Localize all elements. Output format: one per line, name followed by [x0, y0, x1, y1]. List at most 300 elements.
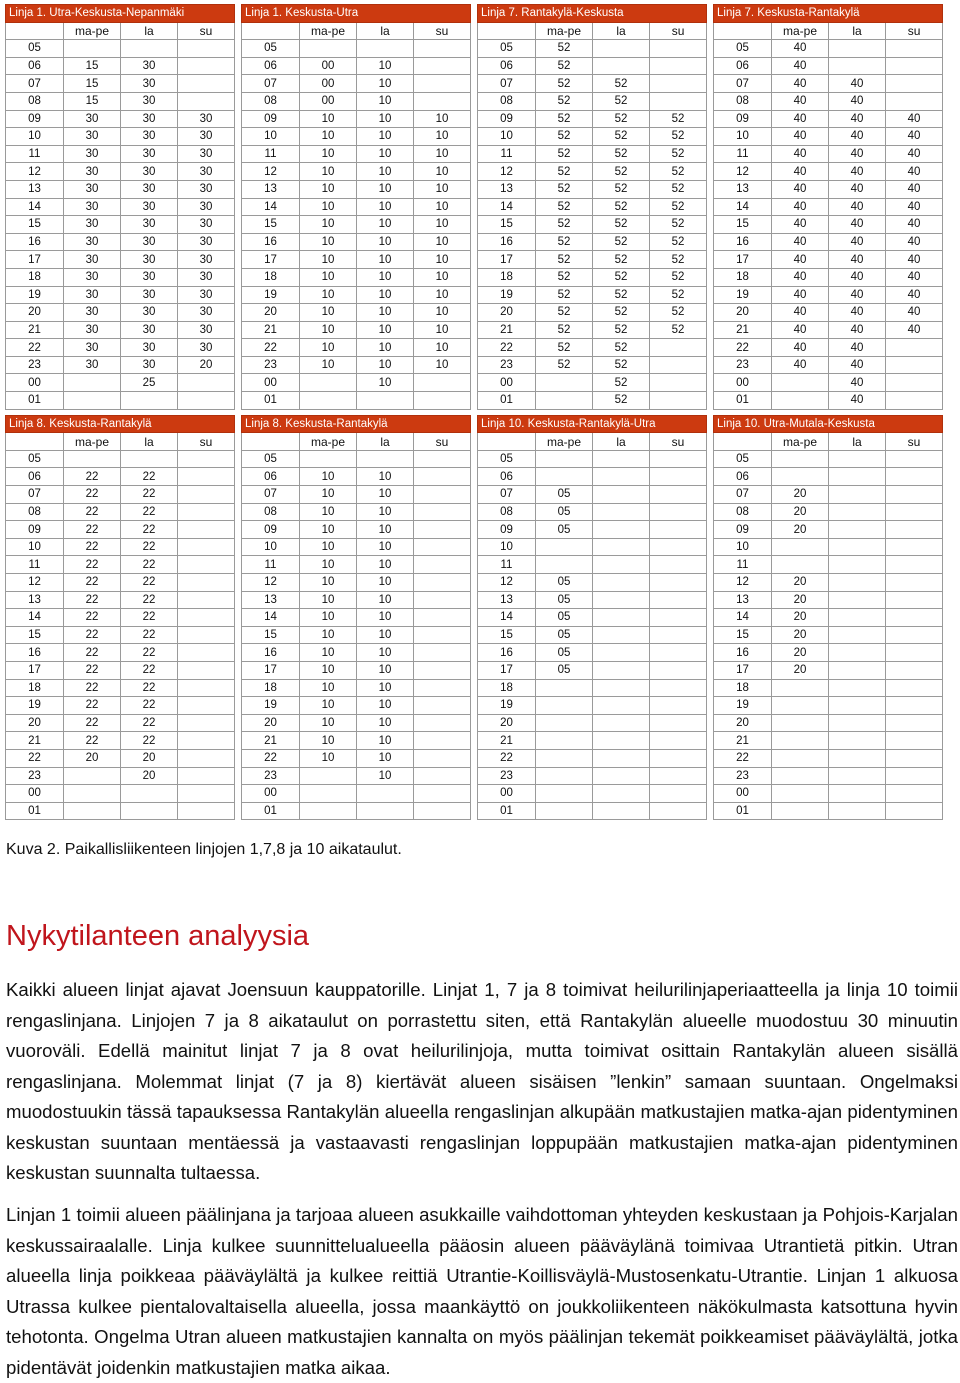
hour-cell: 23 — [242, 356, 300, 374]
minute-cell: 52 — [536, 110, 593, 128]
hour-cell: 05 — [478, 40, 536, 58]
minute-cell: 20 — [772, 521, 829, 539]
hour-cell: 01 — [6, 802, 64, 820]
minute-cell: 52 — [593, 163, 650, 181]
minute-cell: 30 — [121, 286, 178, 304]
hour-cell: 17 — [478, 661, 536, 679]
hour-cell: 20 — [6, 304, 64, 322]
minute-cell: 22 — [121, 574, 178, 592]
minute-cell: 40 — [772, 92, 829, 110]
minute-cell: 10 — [300, 521, 357, 539]
minute-cell — [593, 538, 650, 556]
minute-cell — [414, 591, 471, 609]
minute-cell — [650, 661, 707, 679]
minute-cell: 40 — [886, 180, 943, 198]
table-row — [6, 57, 235, 75]
minute-cell: 40 — [829, 374, 886, 392]
minute-cell — [650, 644, 707, 662]
minute-cell — [886, 609, 943, 627]
table-row — [6, 110, 235, 128]
minute-cell — [178, 538, 235, 556]
hour-cell: 22 — [478, 339, 536, 357]
table-row — [242, 163, 471, 181]
minute-cell — [536, 732, 593, 750]
hour-cell: 07 — [478, 486, 536, 504]
minute-cell — [121, 392, 178, 410]
minute-cell: 52 — [593, 321, 650, 339]
minute-cell — [64, 785, 121, 803]
minute-cell: 05 — [536, 626, 593, 644]
minute-cell: 10 — [357, 198, 414, 216]
table-row — [714, 268, 943, 286]
table-row — [714, 110, 943, 128]
minute-cell: 52 — [593, 92, 650, 110]
minute-cell: 10 — [357, 468, 414, 486]
minute-cell: 40 — [772, 75, 829, 93]
hour-cell: 23 — [714, 356, 772, 374]
table-row — [478, 321, 707, 339]
hour-cell: 14 — [478, 198, 536, 216]
minute-cell — [178, 486, 235, 504]
table-row — [478, 661, 707, 679]
table-row — [478, 591, 707, 609]
table-row — [714, 321, 943, 339]
minute-cell: 30 — [64, 321, 121, 339]
minute-cell: 10 — [300, 486, 357, 504]
minute-cell: 30 — [178, 128, 235, 146]
minute-cell: 40 — [772, 180, 829, 198]
table-row — [478, 626, 707, 644]
figure-caption: Kuva 2. Paikallisliikenteen linjojen 1,7,8 ja 10 aikataulut. — [6, 841, 402, 858]
minute-cell: 22 — [64, 697, 121, 715]
minute-cell: 10 — [300, 216, 357, 234]
minute-cell: 10 — [357, 591, 414, 609]
minute-cell: 10 — [300, 321, 357, 339]
minute-cell: 52 — [650, 145, 707, 163]
hour-cell: 13 — [242, 591, 300, 609]
minute-cell: 10 — [414, 268, 471, 286]
table-row — [242, 145, 471, 163]
minute-cell: 40 — [886, 216, 943, 234]
column-header: la — [593, 433, 650, 451]
minute-cell: 10 — [300, 304, 357, 322]
minute-cell — [64, 40, 121, 58]
minute-cell — [650, 714, 707, 732]
minute-cell — [829, 40, 886, 58]
minute-cell — [829, 486, 886, 504]
minute-cell — [650, 75, 707, 93]
minute-cell — [650, 339, 707, 357]
minute-cell — [414, 503, 471, 521]
minute-cell — [536, 767, 593, 785]
hour-cell: 12 — [6, 163, 64, 181]
table-row — [242, 679, 471, 697]
table-row — [6, 591, 235, 609]
minute-cell: 20 — [772, 503, 829, 521]
minute-cell: 22 — [121, 503, 178, 521]
hour-cell: 16 — [242, 233, 300, 251]
minute-cell: 40 — [772, 304, 829, 322]
minute-cell: 52 — [650, 180, 707, 198]
table-row — [6, 92, 235, 110]
minute-cell: 10 — [300, 286, 357, 304]
minute-cell: 10 — [414, 198, 471, 216]
minute-cell: 15 — [64, 57, 121, 75]
table-row — [478, 198, 707, 216]
hour-cell: 16 — [242, 644, 300, 662]
timetable-title: Linja 10. Utra-Mutala-Keskusta — [714, 415, 943, 433]
minute-cell — [414, 574, 471, 592]
hour-cell: 20 — [714, 714, 772, 732]
minute-cell — [593, 749, 650, 767]
minute-cell: 22 — [64, 556, 121, 574]
minute-cell: 52 — [650, 268, 707, 286]
minute-cell — [829, 538, 886, 556]
hour-cell: 20 — [714, 304, 772, 322]
minute-cell — [414, 732, 471, 750]
minute-cell: 10 — [300, 749, 357, 767]
section-heading: Nykytilanteen analyysia — [6, 920, 310, 952]
hour-cell: 15 — [242, 216, 300, 234]
hour-cell: 10 — [6, 128, 64, 146]
minute-cell — [300, 40, 357, 58]
timetable-2 — [241, 4, 471, 410]
minute-cell — [829, 574, 886, 592]
minute-cell — [829, 450, 886, 468]
minute-cell — [178, 732, 235, 750]
hour-cell: 17 — [6, 251, 64, 269]
table-row — [6, 40, 235, 58]
table-row — [6, 679, 235, 697]
hour-cell: 10 — [714, 128, 772, 146]
minute-cell: 30 — [178, 110, 235, 128]
hour-cell: 01 — [6, 392, 64, 410]
minute-cell — [414, 767, 471, 785]
minute-cell: 10 — [357, 767, 414, 785]
minute-cell: 10 — [300, 356, 357, 374]
minute-cell — [178, 609, 235, 627]
minute-cell — [886, 374, 943, 392]
hour-cell: 06 — [242, 468, 300, 486]
timetable-row-top — [5, 4, 935, 410]
minute-cell — [178, 714, 235, 732]
table-row — [714, 198, 943, 216]
timetable-title: Linja 1. Keskusta-Utra — [242, 5, 471, 23]
minute-cell: 52 — [593, 286, 650, 304]
table-row — [6, 521, 235, 539]
hour-cell: 11 — [478, 145, 536, 163]
minute-cell: 40 — [886, 145, 943, 163]
minute-cell: 10 — [300, 538, 357, 556]
hour-cell: 12 — [714, 574, 772, 592]
column-header — [714, 22, 772, 40]
minute-cell — [414, 802, 471, 820]
hour-cell: 10 — [6, 538, 64, 556]
minute-cell — [650, 574, 707, 592]
minute-cell — [414, 538, 471, 556]
minute-cell — [650, 374, 707, 392]
minute-cell: 40 — [886, 163, 943, 181]
minute-cell: 52 — [593, 268, 650, 286]
minute-cell — [650, 57, 707, 75]
table-row — [6, 392, 235, 410]
minute-cell: 30 — [121, 128, 178, 146]
hour-cell: 15 — [242, 626, 300, 644]
hour-cell: 18 — [714, 268, 772, 286]
minute-cell: 52 — [536, 304, 593, 322]
minute-cell — [650, 679, 707, 697]
minute-cell: 52 — [536, 92, 593, 110]
column-header: su — [178, 433, 235, 451]
table-row — [714, 163, 943, 181]
minute-cell — [178, 697, 235, 715]
column-header: su — [414, 22, 471, 40]
table-row — [714, 767, 943, 785]
minute-cell — [121, 450, 178, 468]
hour-cell: 19 — [242, 697, 300, 715]
table-row — [242, 110, 471, 128]
table-row — [714, 450, 943, 468]
minute-cell: 10 — [300, 591, 357, 609]
minute-cell — [178, 40, 235, 58]
minute-cell — [357, 40, 414, 58]
hour-cell: 10 — [242, 538, 300, 556]
minute-cell: 10 — [414, 145, 471, 163]
minute-cell: 30 — [64, 268, 121, 286]
table-row — [714, 591, 943, 609]
table-row — [6, 556, 235, 574]
timetable-5 — [5, 415, 235, 821]
table-row — [242, 92, 471, 110]
minute-cell: 10 — [357, 374, 414, 392]
minute-cell: 40 — [829, 128, 886, 146]
hour-cell: 22 — [6, 339, 64, 357]
minute-cell: 22 — [64, 714, 121, 732]
minute-cell: 52 — [650, 128, 707, 146]
hour-cell: 05 — [714, 450, 772, 468]
minute-cell: 10 — [300, 574, 357, 592]
minute-cell: 20 — [772, 644, 829, 662]
minute-cell — [593, 679, 650, 697]
hour-cell: 11 — [714, 556, 772, 574]
minute-cell: 10 — [300, 468, 357, 486]
table-row — [478, 75, 707, 93]
minute-cell: 40 — [829, 339, 886, 357]
minute-cell — [593, 468, 650, 486]
minute-cell — [593, 732, 650, 750]
table-row — [478, 163, 707, 181]
minute-cell: 52 — [593, 110, 650, 128]
minute-cell: 40 — [772, 233, 829, 251]
minute-cell: 30 — [121, 268, 178, 286]
table-row — [242, 785, 471, 803]
minute-cell — [178, 450, 235, 468]
column-header: ma-pe — [536, 22, 593, 40]
minute-cell — [829, 802, 886, 820]
minute-cell: 10 — [300, 251, 357, 269]
table-row — [714, 574, 943, 592]
hour-cell: 19 — [242, 286, 300, 304]
minute-cell: 40 — [886, 110, 943, 128]
hour-cell: 11 — [714, 145, 772, 163]
hour-cell: 00 — [478, 374, 536, 392]
hour-cell: 09 — [6, 521, 64, 539]
minute-cell: 30 — [178, 145, 235, 163]
minute-cell: 10 — [414, 110, 471, 128]
hour-cell: 12 — [6, 574, 64, 592]
minute-cell — [300, 374, 357, 392]
minute-cell: 30 — [64, 304, 121, 322]
minute-cell — [593, 626, 650, 644]
hour-cell: 22 — [242, 339, 300, 357]
minute-cell: 40 — [829, 286, 886, 304]
minute-cell: 40 — [829, 75, 886, 93]
table-row — [478, 304, 707, 322]
minute-cell — [593, 661, 650, 679]
hour-cell: 17 — [242, 661, 300, 679]
timetable-title: Linja 1. Utra-Keskusta-Nepanmäki — [6, 5, 235, 23]
hour-cell: 07 — [478, 75, 536, 93]
timetable-header-row — [714, 433, 943, 451]
minute-cell — [64, 767, 121, 785]
table-row — [478, 339, 707, 357]
table-row — [6, 321, 235, 339]
hour-cell: 13 — [478, 591, 536, 609]
minute-cell: 30 — [178, 286, 235, 304]
table-row — [478, 251, 707, 269]
table-row — [6, 503, 235, 521]
minute-cell: 22 — [121, 644, 178, 662]
minute-cell: 22 — [121, 556, 178, 574]
timetable-header-row — [6, 433, 235, 451]
minute-cell: 10 — [357, 57, 414, 75]
minute-cell: 52 — [593, 392, 650, 410]
minute-cell — [64, 802, 121, 820]
minute-cell: 30 — [121, 57, 178, 75]
hour-cell: 01 — [242, 802, 300, 820]
minute-cell: 52 — [536, 216, 593, 234]
hour-cell: 06 — [6, 57, 64, 75]
table-row — [6, 785, 235, 803]
minute-cell — [178, 574, 235, 592]
minute-cell — [886, 556, 943, 574]
minute-cell: 40 — [829, 180, 886, 198]
hour-cell: 05 — [478, 450, 536, 468]
minute-cell: 52 — [593, 216, 650, 234]
minute-cell — [650, 521, 707, 539]
hour-cell: 15 — [6, 626, 64, 644]
minute-cell: 10 — [357, 339, 414, 357]
table-row — [6, 198, 235, 216]
minute-cell: 15 — [64, 75, 121, 93]
table-row — [714, 145, 943, 163]
minute-cell: 40 — [772, 57, 829, 75]
minute-cell: 40 — [772, 268, 829, 286]
minute-cell — [178, 92, 235, 110]
minute-cell: 30 — [121, 180, 178, 198]
table-row — [6, 286, 235, 304]
timetable-title: Linja 7. Rantakylä-Keskusta — [478, 5, 707, 23]
minute-cell: 10 — [300, 503, 357, 521]
minute-cell: 40 — [829, 198, 886, 216]
hour-cell: 06 — [242, 57, 300, 75]
paragraph-1: Kaikki alueen linjat ajavat Joensuun kauppatorille. Linjat 1, 7 ja 8 toimivat heilurilinjaperiaatteella ja linja 10 toimii rengaslinjana. Linjojen 7 ja 8 aikataulut on porrastettu siten, että Rantakylän alueelle muodostuu 30 minuutin vuoroväli. Edellä mainitut linjat 7 ja 8 ovat heilurilinjoja, mutta toimivat osittain Rantakylän alueen sisällä rengaslinjana. Molemmat linjat (7 ja 8) kiertävät alueen sisäisen ”lenkin” samaan suuntaan. Ongelmaksi muodostuukin tässä tapauksessa Rantakylän alueella rengaslinjan alkupään matkustajien matka-ajan pidentyminen keskustan suuntaan mentäessä ja vastaavasti rengaslinjan loppupään matkustajien matka-ajan pidentyminen keskustan suunnalta tultaessa. — [6, 979, 958, 1183]
minute-cell: 40 — [829, 268, 886, 286]
minute-cell — [886, 521, 943, 539]
table-row — [242, 233, 471, 251]
minute-cell: 22 — [121, 661, 178, 679]
table-row — [478, 374, 707, 392]
table-row — [6, 356, 235, 374]
minute-cell: 10 — [357, 216, 414, 234]
hour-cell: 11 — [242, 556, 300, 574]
minute-cell — [178, 661, 235, 679]
table-row — [6, 268, 235, 286]
table-row — [714, 180, 943, 198]
hour-cell: 15 — [478, 626, 536, 644]
minute-cell — [886, 92, 943, 110]
minute-cell — [772, 802, 829, 820]
table-row — [714, 802, 943, 820]
minute-cell: 30 — [121, 92, 178, 110]
hour-cell: 08 — [6, 503, 64, 521]
hour-cell: 16 — [6, 233, 64, 251]
minute-cell — [772, 679, 829, 697]
minute-cell — [886, 339, 943, 357]
minute-cell: 10 — [300, 609, 357, 627]
minute-cell: 52 — [593, 374, 650, 392]
table-row — [242, 714, 471, 732]
column-header: la — [121, 433, 178, 451]
minute-cell — [178, 75, 235, 93]
hour-cell: 14 — [6, 609, 64, 627]
minute-cell — [772, 468, 829, 486]
table-row — [714, 732, 943, 750]
minute-cell: 10 — [357, 749, 414, 767]
hour-cell: 06 — [478, 57, 536, 75]
minute-cell — [178, 591, 235, 609]
hour-cell: 16 — [6, 644, 64, 662]
column-header: su — [650, 433, 707, 451]
minute-cell: 30 — [121, 233, 178, 251]
minute-cell — [772, 697, 829, 715]
minute-cell: 30 — [121, 251, 178, 269]
minute-cell — [178, 626, 235, 644]
hour-cell: 08 — [714, 503, 772, 521]
hour-cell: 12 — [478, 163, 536, 181]
hour-cell: 00 — [6, 785, 64, 803]
minute-cell — [829, 732, 886, 750]
minute-cell — [536, 697, 593, 715]
minute-cell: 22 — [64, 468, 121, 486]
minute-cell: 40 — [829, 356, 886, 374]
minute-cell: 30 — [64, 251, 121, 269]
table-row — [242, 802, 471, 820]
minute-cell: 40 — [772, 145, 829, 163]
hour-cell: 00 — [6, 374, 64, 392]
minute-cell — [414, 75, 471, 93]
minute-cell — [650, 749, 707, 767]
hour-cell: 18 — [6, 679, 64, 697]
minute-cell — [178, 392, 235, 410]
hour-cell: 14 — [478, 609, 536, 627]
minute-cell: 40 — [829, 145, 886, 163]
column-header: la — [593, 22, 650, 40]
table-row — [242, 180, 471, 198]
hour-cell: 07 — [6, 75, 64, 93]
table-row — [242, 374, 471, 392]
hour-cell: 06 — [714, 468, 772, 486]
